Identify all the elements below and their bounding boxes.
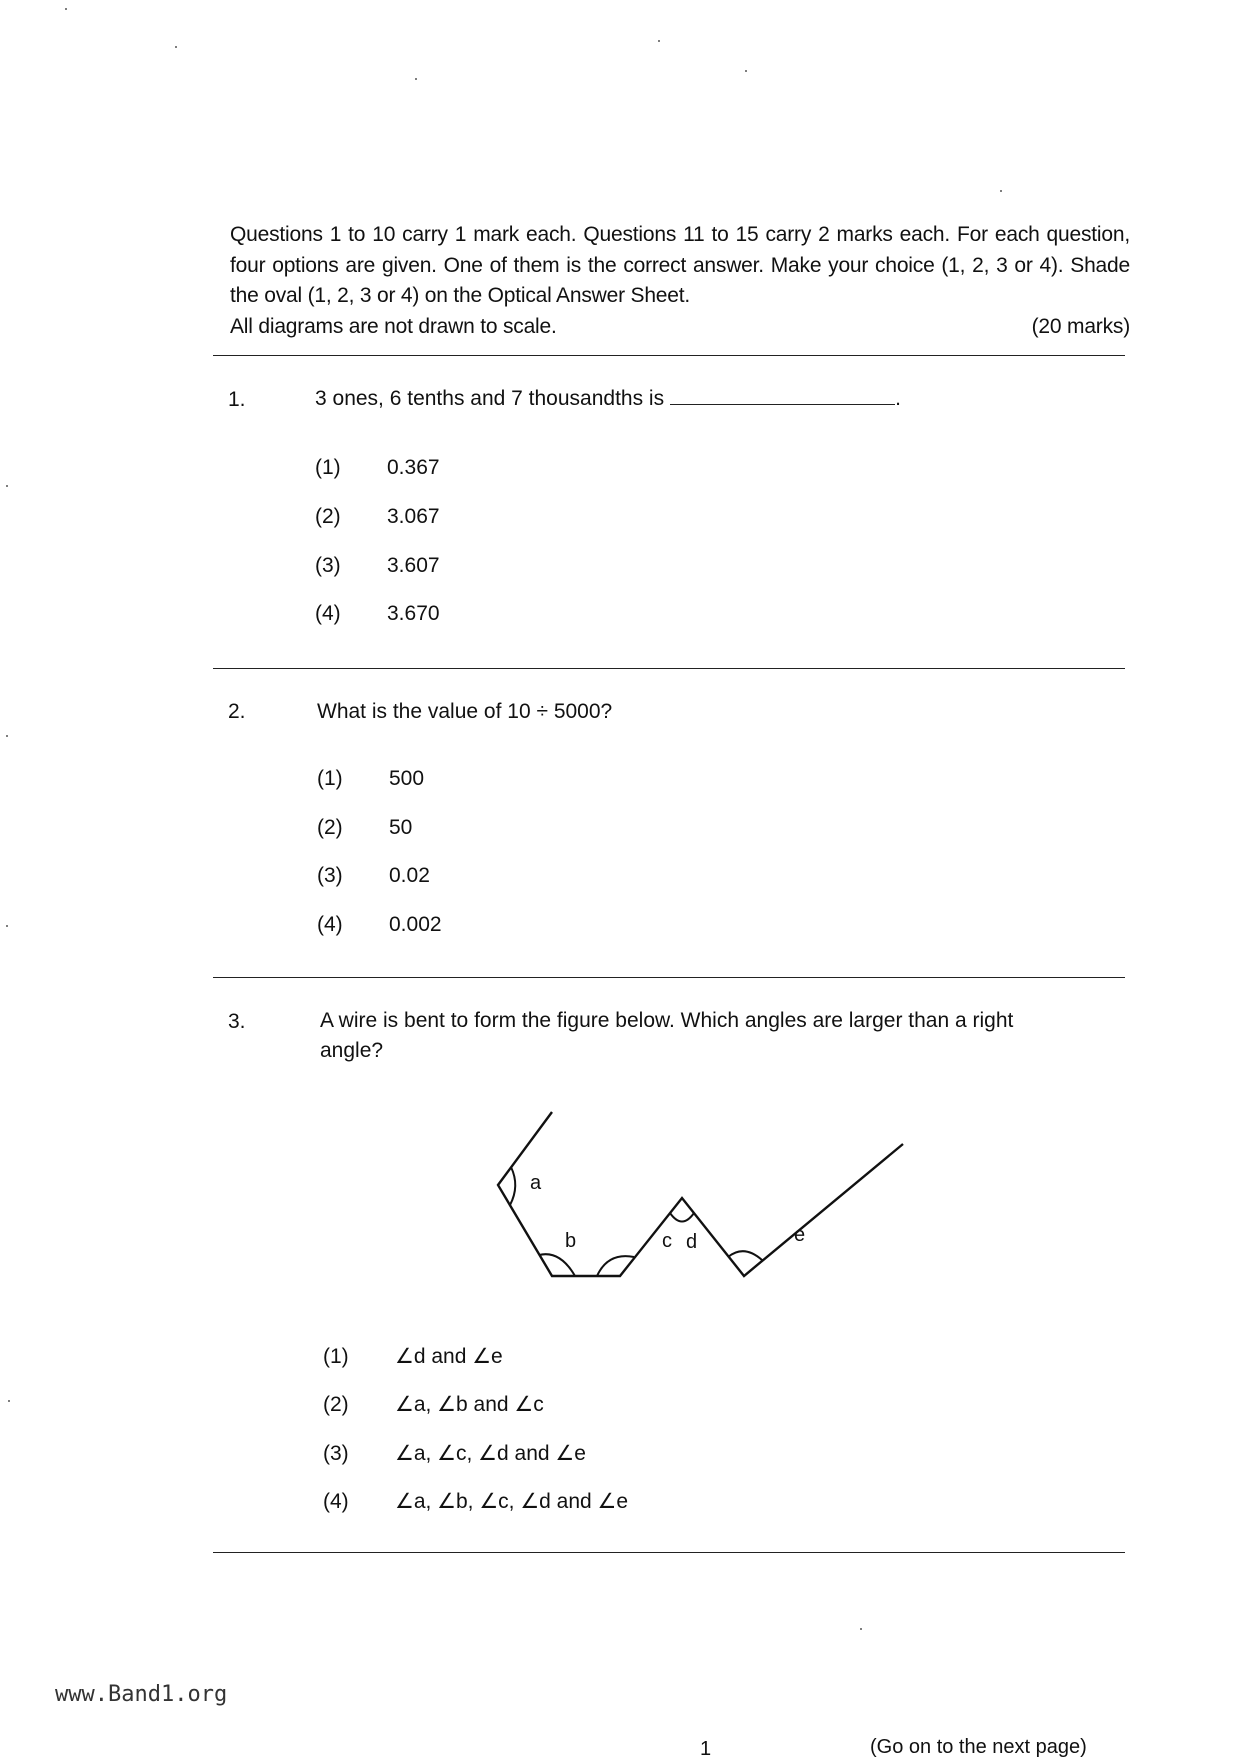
option <box>315 505 440 529</box>
option-label: (2) <box>315 505 341 528</box>
option-label: (1) <box>317 767 343 790</box>
option-value: 3.607 <box>387 554 440 577</box>
scan-speck <box>658 40 660 42</box>
option-label: (4) <box>315 602 341 625</box>
option-value: 3.670 <box>387 602 440 625</box>
divider <box>213 1552 1125 1553</box>
wire-figure <box>480 1100 920 1300</box>
option-label: (4) <box>317 913 343 936</box>
option-label: (2) <box>317 816 343 839</box>
question-number: 1. <box>228 388 246 411</box>
option-value: 0.002 <box>389 913 442 936</box>
option <box>317 913 442 937</box>
scan-speck <box>8 1400 10 1402</box>
option <box>317 816 412 840</box>
option-label: (3) <box>315 554 341 577</box>
option <box>315 456 440 480</box>
label-e: e <box>794 1224 806 1246</box>
question-text <box>320 1006 1140 1066</box>
angle-d-arc <box>670 1213 694 1222</box>
option-label: (3) <box>323 1442 349 1465</box>
question-1-stem: 3 ones, 6 tenths and 7 thousandths is <box>315 387 665 410</box>
question-1-trail: . <box>895 387 901 410</box>
angle-e-arc <box>728 1251 762 1260</box>
scan-speck <box>415 78 417 80</box>
option-value: ∠a, ∠c, ∠d and ∠e <box>395 1442 586 1465</box>
wire-path <box>498 1112 903 1276</box>
question-number: 3. <box>228 1010 246 1033</box>
option-value: ∠a, ∠b, ∠c, ∠d and ∠e <box>395 1490 629 1513</box>
question-text: What is the value of 10 ÷ 5000? <box>317 700 613 723</box>
option <box>323 1441 586 1466</box>
label-c: c <box>662 1230 672 1252</box>
label-b: b <box>565 1230 577 1252</box>
label-d: d <box>686 1231 698 1253</box>
next-page-note: (Go on to the next page) <box>870 1736 1087 1758</box>
question-3-line-1: A wire is bent to form the figure below. Which angles are larger than a right <box>320 1009 1014 1032</box>
option <box>317 767 424 791</box>
option-value: 3.067 <box>387 505 440 528</box>
scan-speck <box>745 70 747 72</box>
option-label: (1) <box>323 1345 349 1368</box>
option <box>323 1344 503 1369</box>
divider <box>213 668 1125 669</box>
option-label: (1) <box>315 456 341 479</box>
scan-speck <box>6 485 8 487</box>
label-a: a <box>530 1172 542 1194</box>
scan-speck <box>6 925 8 927</box>
page-number: 1 <box>700 1738 712 1760</box>
option-value: 0.367 <box>387 456 440 479</box>
option <box>315 602 440 626</box>
answer-blank <box>670 386 895 405</box>
scan-speck <box>860 1628 862 1630</box>
angle-a-arc <box>510 1167 515 1205</box>
option <box>317 864 430 888</box>
option-value: 0.02 <box>389 864 430 887</box>
diagram-note: All diagrams are not drawn to scale. <box>230 314 557 338</box>
total-marks: (20 marks) <box>1031 314 1130 338</box>
option-value: ∠a, ∠b and ∠c <box>395 1393 544 1416</box>
option-label: (3) <box>317 864 343 887</box>
option-value: 50 <box>389 816 413 839</box>
option <box>323 1489 628 1514</box>
question-3-line-2: angle? <box>320 1039 384 1062</box>
instructions <box>230 220 1130 342</box>
instructions-body: Questions 1 to 10 carry 1 mark each. Questions 11 to 15 carry 2 marks each. For each question, four options are given. One of them is the correct answer. Make your choice (1, 2, 3 or 4). Shade the oval (1, 2, 3 or 4) on the Optical Answer Sheet. <box>230 223 1130 307</box>
option-label: (2) <box>323 1393 349 1416</box>
divider <box>213 355 1125 356</box>
option-label: (4) <box>323 1490 349 1513</box>
scan-speck <box>65 8 67 10</box>
footer-url: www.Band1.org <box>55 1682 228 1707</box>
question-number: 2. <box>228 700 246 723</box>
option <box>323 1392 544 1417</box>
option-value: ∠d and ∠e <box>395 1345 503 1368</box>
question-text <box>315 384 901 414</box>
scan-speck <box>6 735 8 737</box>
divider <box>213 977 1125 978</box>
scan-speck <box>1000 190 1002 192</box>
instructions-last-line <box>230 312 1130 343</box>
option-value: 500 <box>389 767 425 790</box>
scan-speck <box>175 46 177 48</box>
option <box>315 554 440 578</box>
